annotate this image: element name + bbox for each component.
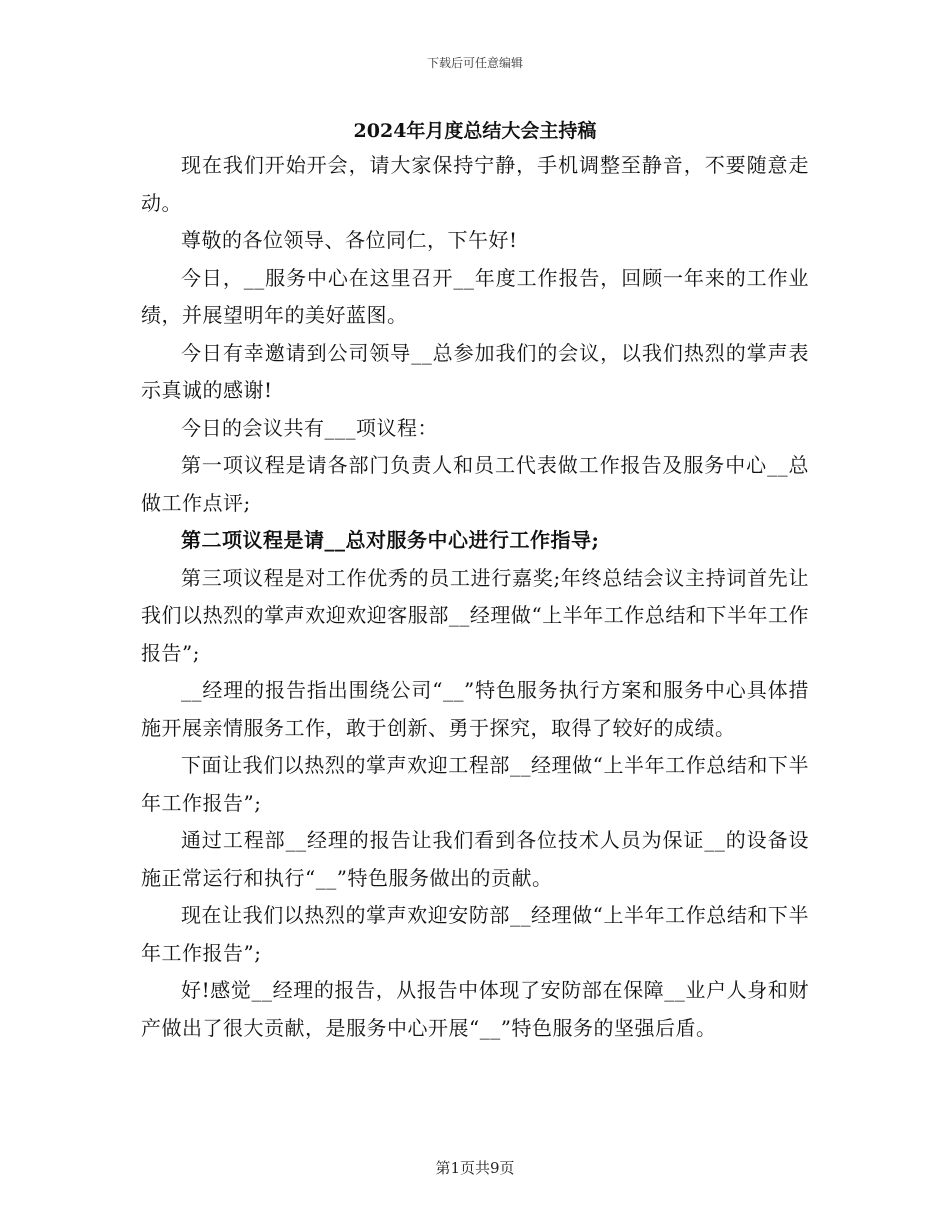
paragraph: 通过工程部__经理的报告让我们看到各位技术人员为保证__的设备设施正常运行和执行“__”特色服务做出的贡献。 [141,828,809,890]
paragraph: 好!感觉__经理的报告，从报告中体现了安防部在保障__业户人身和财产做出了很大贡献，是服务中心开展“__”特色服务的坚强后盾。 [141,978,809,1040]
header-note: 下载后可任意编辑 [426,56,523,70]
document-body [141,147,809,1047]
paragraph: 现在让我们以热烈的掌声欢迎安防部__经理做“上半年工作总结和下半年工作报告”; [141,903,809,965]
document-title: 2024年月度总结大会主持稿 [353,120,597,142]
paragraph: 第一项议程是请各部门负责人和员工代表做工作报告及服务中心__总做工作点评; [141,453,809,515]
paragraph: 现在我们开始开会，请大家保持宁静，手机调整至静音，不要随意走动。 [141,153,809,215]
paragraph: 下面让我们以热烈的掌声欢迎工程部__经理做“上半年工作总结和下半年工作报告”; [141,753,809,815]
page-indicator: 第1页共9页 [435,1159,515,1177]
paragraph: 第三项议程是对工作优秀的员工进行嘉奖;年终总结会议主持词首先让我们以热烈的掌声欢迎欢迎客服部__经理做“上半年工作总结和下半年工作报告”; [141,565,809,665]
paragraph-bold: 第二项议程是请__总对服务中心进行工作指导; [181,528,600,552]
paragraph: 今日，__服务中心在这里召开__年度工作报告，回顾一年来的工作业绩，并展望明年的美好蓝图。 [141,265,809,327]
paragraph: __经理的报告指出围绕公司“__”特色服务执行方案和服务中心具体措施开展亲情服务工作，敢于创新、勇于探究，取得了较好的成绩。 [141,678,809,740]
paragraph: 今日的会议共有___项议程： [181,415,438,440]
paragraph: 今日有幸邀请到公司领导__总参加我们的会议，以我们热烈的掌声表示真诚的感谢! [141,340,809,402]
paragraph: 尊敬的各位领导、各位同仁，下午好! [181,228,518,252]
